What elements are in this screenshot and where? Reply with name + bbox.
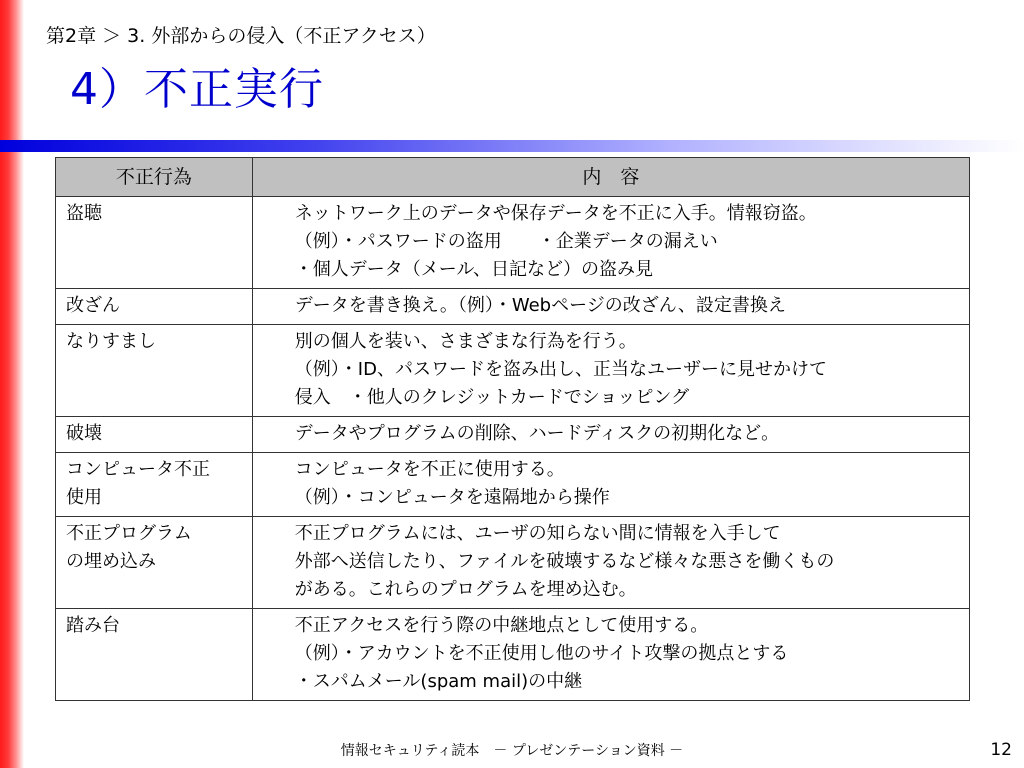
footer-text: 情報セキュリティ読本 － プレゼンテーション資料 －	[340, 743, 684, 759]
table-row	[56, 517, 970, 609]
act-line: の埋め込み	[66, 551, 156, 572]
detail-line: （例）・パスワードの盗用 ・企業データの漏えい	[294, 231, 718, 252]
content-table	[55, 157, 970, 701]
table-row	[56, 609, 970, 701]
table-row	[56, 197, 970, 289]
detail-line: ・個人データ（メール、日記など）の盗み見	[294, 259, 653, 280]
detail-line: がある。これらのプログラムを埋め込む。	[294, 579, 637, 600]
header-detail: 内 容	[252, 158, 969, 197]
header-act: 不正行為	[56, 158, 253, 197]
act-line: なりすまし	[66, 331, 156, 352]
act-line: 破壊	[66, 423, 102, 444]
detail-line: データを書き換え。（例）・Webページの改ざん、設定書換え	[294, 295, 786, 316]
detail-line: ・スパムメール(spam mail)の中継	[294, 671, 583, 692]
table-row	[56, 453, 970, 517]
act-line: コンピュータ不正	[66, 459, 210, 480]
cell-detail	[252, 609, 969, 701]
table-row	[56, 417, 970, 453]
cell-detail	[252, 417, 969, 453]
detail-line: ネットワーク上のデータや保存データを不正に入手。情報窃盗。	[294, 203, 817, 224]
cell-detail	[252, 517, 969, 609]
breadcrumb: 第2章 ＞ 3. 外部からの侵入（不正アクセス）	[46, 25, 436, 47]
detail-line: （例）・ID、パスワードを盗み出し、正当なユーザーに見せかけて	[294, 359, 827, 380]
detail-line: 別の個人を装い、さまざまな行為を行う。	[294, 331, 637, 352]
cell-act	[56, 517, 253, 609]
table-body	[56, 197, 970, 701]
cell-act	[56, 325, 253, 417]
cell-detail	[252, 325, 969, 417]
cell-act	[56, 289, 253, 325]
page-number: 12	[990, 740, 1012, 760]
detail-line: 不正プログラムには、ユーザの知らない間に情報を入手して	[294, 523, 781, 544]
table-row	[56, 325, 970, 417]
detail-line: データやプログラムの削除、ハードディスクの初期化など。	[294, 423, 780, 444]
cell-act	[56, 609, 253, 701]
cell-detail	[252, 453, 969, 517]
act-line: 盗聴	[66, 203, 102, 224]
detail-line: 侵入 ・他人のクレジットカードでショッピング	[294, 387, 690, 408]
act-line: 改ざん	[66, 295, 120, 316]
cell-act	[56, 197, 253, 289]
left-accent-bar	[0, 0, 24, 768]
detail-line: 外部へ送信したり、ファイルを破壊するなど様々な悪さを働くもの	[294, 551, 835, 572]
detail-line: コンピュータを不正に使用する。	[294, 459, 565, 480]
detail-line: （例）・アカウントを不正使用し他のサイト攻撃の拠点とする	[294, 643, 789, 664]
act-line: 使用	[66, 487, 102, 508]
detail-line: 不正アクセスを行う際の中継地点として使用する。	[294, 615, 709, 636]
page-title: 4）不正実行	[70, 64, 324, 115]
detail-line: （例）・コンピュータを遠隔地から操作	[294, 487, 610, 508]
table-row	[56, 289, 970, 325]
cell-act	[56, 417, 253, 453]
cell-act	[56, 453, 253, 517]
act-line: 踏み台	[66, 615, 120, 636]
cell-detail	[252, 289, 969, 325]
table-header-row	[56, 158, 970, 197]
title-underline-bar	[0, 140, 1024, 152]
act-line: 不正プログラム	[66, 523, 192, 544]
cell-detail	[252, 197, 969, 289]
